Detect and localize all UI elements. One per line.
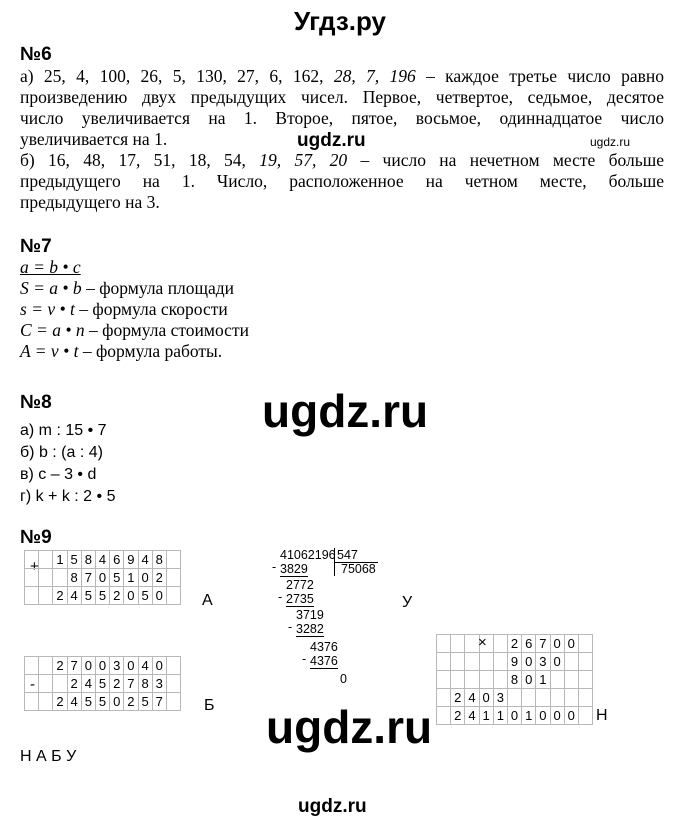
minus-sign: - (288, 620, 293, 634)
multiplication-grid (436, 634, 593, 725)
formula-work: A = v • t – формула работы. (20, 341, 223, 361)
division-step: 2772 (286, 578, 314, 592)
watermark-large: ugdz.ru (266, 701, 433, 753)
grid-cell: 0 (95, 569, 109, 587)
grid-cell (451, 671, 465, 689)
grid-cell: 5 (81, 587, 95, 605)
minus-sign: - (302, 652, 307, 666)
task7-formulas (20, 257, 249, 362)
grid-cell: 3 (493, 689, 507, 707)
grid-cell (437, 671, 451, 689)
division-step: 4376 (310, 654, 338, 668)
grid-cell (479, 653, 493, 671)
grid-cell: 7 (67, 657, 81, 675)
grid-cell (39, 675, 53, 693)
grid-cell (493, 671, 507, 689)
grid-cell (166, 569, 180, 587)
dividend: 41062196 (280, 548, 336, 562)
grid-cell (564, 653, 578, 671)
grid-cell: 2 (451, 707, 465, 725)
grid-cell (564, 671, 578, 689)
grid-cell: 0 (138, 569, 152, 587)
grid-cell: 1 (536, 671, 550, 689)
grid-cell: 6 (522, 635, 536, 653)
grid-cell: 4 (81, 675, 95, 693)
task9-heading: №9 (20, 527, 52, 548)
task8-item: г) k + k : 2 • 5 (20, 488, 116, 505)
grid-cell: 1 (479, 707, 493, 725)
grid-cell: 0 (550, 707, 564, 725)
grid-cell: 8 (67, 569, 81, 587)
grid-cell: 1 (53, 551, 67, 569)
final-answer: Н А Б У (20, 748, 77, 765)
grid-cell: 0 (536, 707, 550, 725)
grid-cell (451, 635, 465, 653)
grid-cell (578, 635, 592, 653)
division-step: 4376 (310, 640, 338, 654)
answer-letter-a: А (202, 592, 213, 609)
grid-cell: 2 (124, 693, 138, 711)
task6-a-line4: увеличивается на 1. (20, 129, 168, 149)
grid-cell: 0 (550, 635, 564, 653)
grid-cell (25, 569, 39, 587)
grid-row (437, 671, 593, 689)
minus-sign: - (278, 590, 283, 604)
grid-row (437, 689, 593, 707)
grid-cell: 0 (507, 707, 521, 725)
grid-cell (25, 693, 39, 711)
grid-row (25, 675, 181, 693)
grid-cell: 7 (124, 675, 138, 693)
grid-cell: 2 (507, 635, 521, 653)
grid-row (25, 693, 181, 711)
grid-cell: 0 (124, 657, 138, 675)
grid-cell: 2 (53, 587, 67, 605)
task7-heading: №7 (20, 236, 52, 257)
task6-body (20, 66, 664, 213)
task8-list (20, 420, 115, 508)
grid-cell: 5 (110, 569, 124, 587)
grid-cell (39, 551, 53, 569)
grid-cell: 2 (67, 675, 81, 693)
task6-heading: №6 (20, 44, 52, 65)
grid-cell (493, 635, 507, 653)
division-step: 3719 (296, 608, 324, 622)
grid-cell: 5 (81, 693, 95, 711)
grid-cell: 5 (95, 675, 109, 693)
task6-a-line3: число увеличивается на 1. Второе, пятое, восьмое, одиннадцатое число (20, 108, 664, 128)
grid-cell: 4 (67, 587, 81, 605)
multiply-sign: × (478, 634, 487, 651)
grid-cell: 4 (95, 551, 109, 569)
grid-cell (166, 551, 180, 569)
formula-speed: s = v • t – формула скорости (20, 299, 228, 319)
grid-cell: 0 (110, 693, 124, 711)
grid-row (25, 551, 181, 569)
task6-b-line1: б) 16, 48, 17, 51, 18, 54, 19, 57, 20 – число на нечетном месте больше (20, 150, 665, 170)
grid-row (25, 657, 181, 675)
grid-cell: 4 (138, 657, 152, 675)
task6-a-line1: а) 25, 4, 100, 26, 5, 130, 27, 6, 162, 28, 7, 196 – каждое третье число равно (20, 66, 664, 86)
quotient: 75068 (334, 562, 376, 576)
grid-row (437, 635, 593, 653)
grid-cell: 0 (152, 587, 166, 605)
watermark: ugdz.ru (298, 796, 367, 817)
formula-cost: C = a • n – формула стоимости (20, 320, 249, 340)
site-title: Угдз.ру (294, 6, 386, 36)
minus-sign: - (272, 560, 277, 574)
grid-cell: 7 (536, 635, 550, 653)
grid-cell (536, 689, 550, 707)
minus-sign: - (30, 676, 35, 693)
grid-cell: 8 (507, 671, 521, 689)
task8-item: б) b : (a : 4) (20, 444, 103, 461)
division-step: 2735 (286, 592, 314, 606)
formula-main: a = b • c (20, 257, 81, 277)
grid-cell (465, 671, 479, 689)
grid-cell: 7 (81, 569, 95, 587)
grid-cell (166, 675, 180, 693)
grid-cell: 1 (493, 707, 507, 725)
long-division (270, 548, 413, 708)
grid-cell: 4 (465, 689, 479, 707)
grid-cell: 5 (95, 693, 109, 711)
grid-cell: 0 (564, 635, 578, 653)
grid-cell: 0 (479, 689, 493, 707)
grid-cell: 0 (564, 707, 578, 725)
grid-cell: 9 (507, 653, 521, 671)
grid-cell: 8 (152, 551, 166, 569)
grid-cell (578, 689, 592, 707)
watermark-large: ugdz.ru (262, 385, 429, 437)
grid-cell (39, 657, 53, 675)
grid-cell: 5 (138, 693, 152, 711)
grid-cell (550, 689, 564, 707)
grid-cell: 3 (536, 653, 550, 671)
grid-cell: 1 (522, 707, 536, 725)
grid-cell (437, 653, 451, 671)
plus-sign: + (30, 558, 39, 575)
watermark-tiny: ugdz.ru (590, 135, 631, 149)
grid-cell (479, 671, 493, 689)
grid-cell (39, 587, 53, 605)
grid-cell: 8 (138, 675, 152, 693)
grid-cell (578, 707, 592, 725)
task8-heading: №8 (20, 392, 52, 413)
grid-row (25, 587, 181, 605)
grid-cell: 0 (550, 653, 564, 671)
watermark: ugdz.ru (297, 130, 366, 151)
grid-cell (465, 635, 479, 653)
task8-item: а) m : 15 • 7 (20, 422, 107, 439)
grid-cell: 2 (53, 657, 67, 675)
grid-cell (25, 657, 39, 675)
formula-area: S = a • b – формула площади (20, 278, 235, 298)
grid-row (437, 707, 593, 725)
division-step: 3282 (296, 622, 324, 636)
grid-cell: 2 (110, 675, 124, 693)
answer-letter-u: У (402, 594, 413, 611)
grid-row (25, 569, 181, 587)
answer-letter-b: Б (204, 697, 215, 714)
grid-cell (166, 657, 180, 675)
grid-cell (166, 693, 180, 711)
grid-cell: 0 (81, 657, 95, 675)
grid-cell (53, 569, 67, 587)
grid-cell (53, 675, 67, 693)
addition-grid (24, 550, 181, 605)
grid-cell: 0 (522, 671, 536, 689)
grid-cell: 8 (81, 551, 95, 569)
grid-cell: 6 (110, 551, 124, 569)
grid-cell (437, 689, 451, 707)
grid-cell (25, 587, 39, 605)
grid-cell (39, 569, 53, 587)
grid-cell: 9 (124, 551, 138, 569)
division-remainder: 0 (340, 672, 347, 686)
grid-cell (564, 689, 578, 707)
grid-cell (25, 551, 39, 569)
grid-cell: 2 (152, 569, 166, 587)
grid-cell: 3 (110, 657, 124, 675)
grid-cell: 0 (152, 657, 166, 675)
grid-cell (437, 707, 451, 725)
grid-cell: 1 (124, 569, 138, 587)
grid-cell (522, 689, 536, 707)
grid-cell (507, 689, 521, 707)
grid-cell: 5 (138, 587, 152, 605)
grid-cell: 4 (465, 707, 479, 725)
grid-cell: 0 (522, 653, 536, 671)
grid-cell (39, 693, 53, 711)
task6-b-line3: предыдущего на 3. (20, 192, 160, 212)
grid-cell: 0 (95, 657, 109, 675)
grid-cell: 5 (95, 587, 109, 605)
grid-cell: 5 (67, 551, 81, 569)
grid-cell (578, 653, 592, 671)
grid-cell: 2 (110, 587, 124, 605)
grid-cell (465, 653, 479, 671)
task6-b-line2: предыдущего на 1. Число, расположенное на четном месте, больше (20, 171, 664, 191)
grid-cell: 4 (67, 693, 81, 711)
grid-cell: 7 (152, 693, 166, 711)
divisor: 547 (334, 548, 378, 563)
grid-cell: 3 (152, 675, 166, 693)
grid-cell: 2 (451, 689, 465, 707)
grid-cell: 2 (53, 693, 67, 711)
grid-cell (437, 635, 451, 653)
grid-cell: 0 (124, 587, 138, 605)
task8-item: в) c – 3 • d (20, 466, 97, 483)
task6-a-line2: произведению двух предыдущих чисел. Первое, четвертое, седьмое, десятое (20, 87, 664, 107)
grid-cell: 4 (138, 551, 152, 569)
grid-cell (550, 671, 564, 689)
grid-cell (166, 587, 180, 605)
grid-cell (451, 653, 465, 671)
division-step: 3829 (280, 562, 308, 576)
grid-cell (493, 653, 507, 671)
subtraction-grid (24, 656, 181, 711)
answer-letter-n: Н (596, 707, 608, 724)
grid-row (437, 653, 593, 671)
grid-cell (578, 671, 592, 689)
